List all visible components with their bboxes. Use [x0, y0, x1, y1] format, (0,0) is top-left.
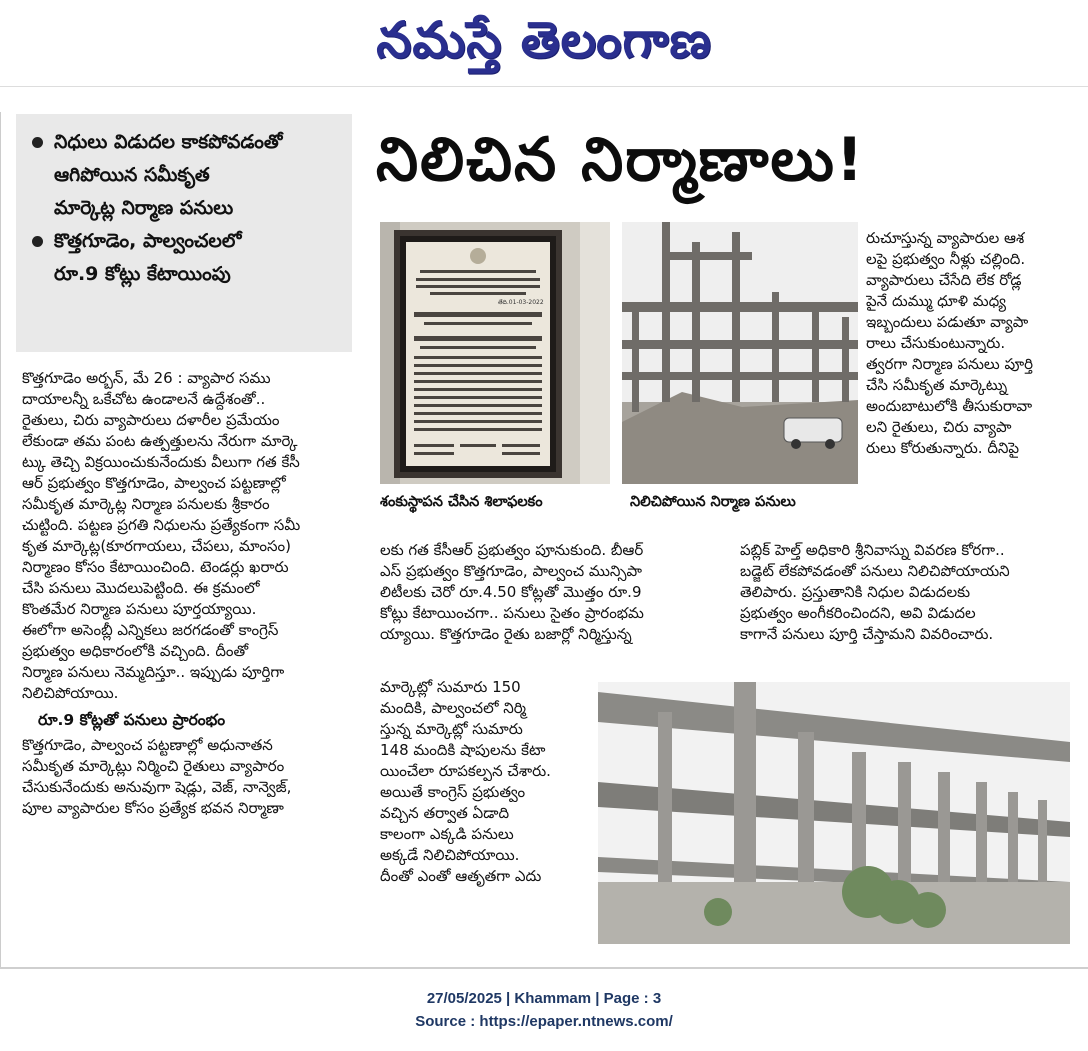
building-caption: నిలిచిపోయిన నిర్మాణ పనులు [630, 494, 796, 510]
body-line: లని రైతులు, చిరు వ్యాపా [866, 418, 1012, 436]
body-line: కోట్లు కేటాయించగా.. పనులు సైతం ప్రారంభమ [380, 604, 644, 622]
body-line: చేసుకునేందుకు అనువుగా షెడ్లు, వెజ్, నాన్వెజ్, [22, 778, 292, 796]
article-column-3 [866, 228, 1072, 459]
body-line: త్వరగా నిర్మాణ పనులు పూర్తి [866, 355, 1034, 373]
body-line: లిటీలకు చెరో రూ.4.50 కోట్లతో మొత్తం రూ.9 [380, 583, 642, 601]
body-line: లపై ప్రభుత్వం నీళ్లు చల్లింది. [866, 250, 1026, 268]
highlight-item [28, 126, 344, 225]
body-line: చుట్టింది. పట్టణ ప్రగతి నిధులను ప్రత్యేకంగా సమీ [22, 516, 301, 534]
body-line: కొత్తగూడెం అర్బన్, మే 26 : వ్యాపార సము [22, 369, 271, 387]
body-line: ప్రభుత్వం అధికారంలోకి వచ్చింది. దీంతో [22, 642, 249, 660]
body-line: చేసి సమీకృత మార్కెట్ను [866, 376, 1008, 394]
body-line: పబ్లిక్ హెల్త్ అధికారి శ్రీనివాస్ను వివరణ కోరగా.. [740, 541, 1005, 559]
body-line: చేసి పనులు మొదలుపెట్టింది. ఈ క్రమంలో [22, 579, 260, 597]
article-column-2 [380, 540, 730, 645]
highlight-line: కొత్తగూడెం, పాల్వంచలలో [54, 230, 242, 252]
body-line: తెలిపారు. ప్రస్తుతానికి నిధుల విడుదలకు [740, 583, 971, 601]
highlight-line: నిధులు విడుదల కాకపోవడంతో [54, 131, 283, 153]
body-line: నిర్మాణ పనులు నెమ్మదిస్తూ.. ఇప్పుడు పూర్తిగా [22, 663, 285, 681]
highlight-line: మార్కెట్ల నిర్మాణ పనులు [54, 197, 234, 219]
body-line: పైనే దుమ్ము ధూళి మధ్య [866, 292, 1006, 310]
body-line: మార్కెట్లో సుమారు 150 [380, 678, 521, 696]
body-line: మందికి, పాల్వంచలో నిర్మి [380, 699, 527, 717]
building-image [622, 222, 858, 484]
body-line: ఈలోగా అసెంబ్లీ ఎన్నికలు జరగడంతో కాంగ్రెస్ [22, 621, 279, 639]
market-building-image [598, 682, 1070, 944]
body-line: సమీకృత మార్కెట్లు నిర్మించి రైతులు వ్యాపారం [22, 757, 285, 775]
bullet-icon [32, 137, 43, 148]
highlight-item [28, 225, 344, 291]
masthead-logo: నమస్తే తెలంగాణ [376, 11, 712, 69]
article-column-2-narrow [380, 677, 590, 887]
body-line: కాగానే పనులు పూర్తి చేస్తామని వివరించారు. [740, 625, 994, 643]
body-line: రుచూస్తున్న వ్యాపారుల ఆశ [866, 229, 1025, 247]
body-line: ఆర్ ప్రభుత్వం కొత్తగూడెం, పాల్వంచ పట్టణాల్లో [22, 474, 286, 492]
article-column-1 [22, 368, 352, 819]
plaque-date: తేది.01-03-2022 [498, 299, 544, 306]
highlights-box [16, 114, 352, 352]
body-line: వ్యాపారులు చేసేది లేక రోడ్ల [866, 271, 1022, 289]
bullet-icon [32, 236, 43, 247]
body-line: దీంతో ఎంతో ఆతృతగా ఎదు [380, 867, 542, 885]
body-line: పూల వ్యాపారుల కోసం ప్రత్యేక భవన నిర్మాణా [22, 799, 284, 817]
body-line: రులు కోరుతున్నారు. దీనిపై [866, 439, 1020, 457]
body-line: ట్కు తెచ్చి విక్రయించుకునేందుకు వీలుగా గత కేసీ [22, 453, 300, 471]
highlight-line: ఆగిపోయిన సమీకృత [54, 164, 210, 186]
plaque-photo [380, 222, 610, 484]
footer-divider [0, 967, 1088, 969]
body-line: నిర్మాణం కోసం కేటాయించింది. టెండర్లు ఖరారు [22, 558, 289, 576]
footer-source: Source : https://epaper.ntnews.com/ [415, 1013, 673, 1030]
page-left-border [0, 112, 1, 967]
body-line: నిలిచిపోయాయి. [22, 684, 119, 702]
highlight-line: రూ.9 కోట్లు కేటాయింపు [54, 263, 231, 285]
article-headline: నిలిచిన నిర్మాణాలు! [376, 125, 866, 195]
section-subhead: రూ.9 కోట్లతో పనులు ప్రారంభం [38, 711, 226, 729]
body-line: సమీకృత మార్కెట్ల నిర్మాణ పనులకు శ్రీకారం [22, 495, 270, 513]
body-line: రాలు చేసుకుంటున్నారు. [866, 334, 1006, 352]
body-line: బడ్జెట్ లేకపోవడంతో పనులు నిలిచిపోయాయని [740, 562, 1010, 580]
body-line: స్తున్న మార్కెట్లో సుమారు [380, 720, 523, 738]
body-line: కొంతమేర నిర్మాణ పనులు పూర్తయ్యాయి. [22, 600, 257, 618]
stalled-building-photo [622, 222, 858, 484]
body-line: ఎస్ ప్రభుత్వం కొత్తగూడెం, పాల్వంచ మున్సిపా [380, 562, 642, 580]
body-line: కృత మార్కెట్ల(కూరగాయలు, చేపలు, మాంసం) [22, 537, 291, 555]
body-line: అక్కడే నిలిచిపోయాయి. [380, 846, 520, 864]
body-line: లేకుండా తమ పంట ఉత్పత్తులను నేరుగా మార్కె [22, 432, 298, 450]
body-line: వచ్చిన తర్వాత ఏడాది [380, 804, 510, 822]
body-line: ఇబ్బందులు పడుతూ వ్యాపా [866, 313, 1029, 331]
plaque-image [380, 222, 610, 484]
article-column-3-wide [740, 540, 1072, 645]
body-line: అందుబాటులోకి తీసుకురావా [866, 397, 1033, 415]
body-line: లకు గత కేసీఆర్ ప్రభుత్వం పూనుకుంది. బీఆర్ [380, 541, 644, 559]
body-line: కాలంగా ఎక్కడి పనులు [380, 825, 514, 843]
plaque-caption: శంకుస్థాపన చేసిన శిలాఫలకం [380, 494, 543, 510]
body-line: 148 మందికి షాపులను కేటా [380, 741, 546, 759]
market-building-photo [598, 682, 1070, 944]
body-line: యించేలా రూపకల్పన చేశారు. [380, 762, 551, 780]
body-line: య్యాయి. కొత్తగూడెం రైతు బజార్లో నిర్మిస్తున్న [380, 625, 632, 643]
footer-dateline: 27/05/2025 | Khammam | Page : 3 [426, 990, 662, 1007]
body-line: ప్రభుత్వం అంగీకరించిందని, అవి విడుదల [740, 604, 976, 622]
masthead-divider [0, 86, 1088, 87]
body-line: రైతులు, చిరు వ్యాపారులు దళారీల ప్రమేయం [22, 411, 280, 429]
body-line: అయితే కాంగ్రెస్ ప్రభుత్వం [380, 783, 526, 801]
body-line: కొత్తగూడెం, పాల్వంచ పట్టణాల్లో అధునాతన [22, 736, 273, 754]
body-line: దాయాలన్నీ ఒకేచోట ఉండాలనే ఉద్దేశంతో.. [22, 390, 266, 408]
